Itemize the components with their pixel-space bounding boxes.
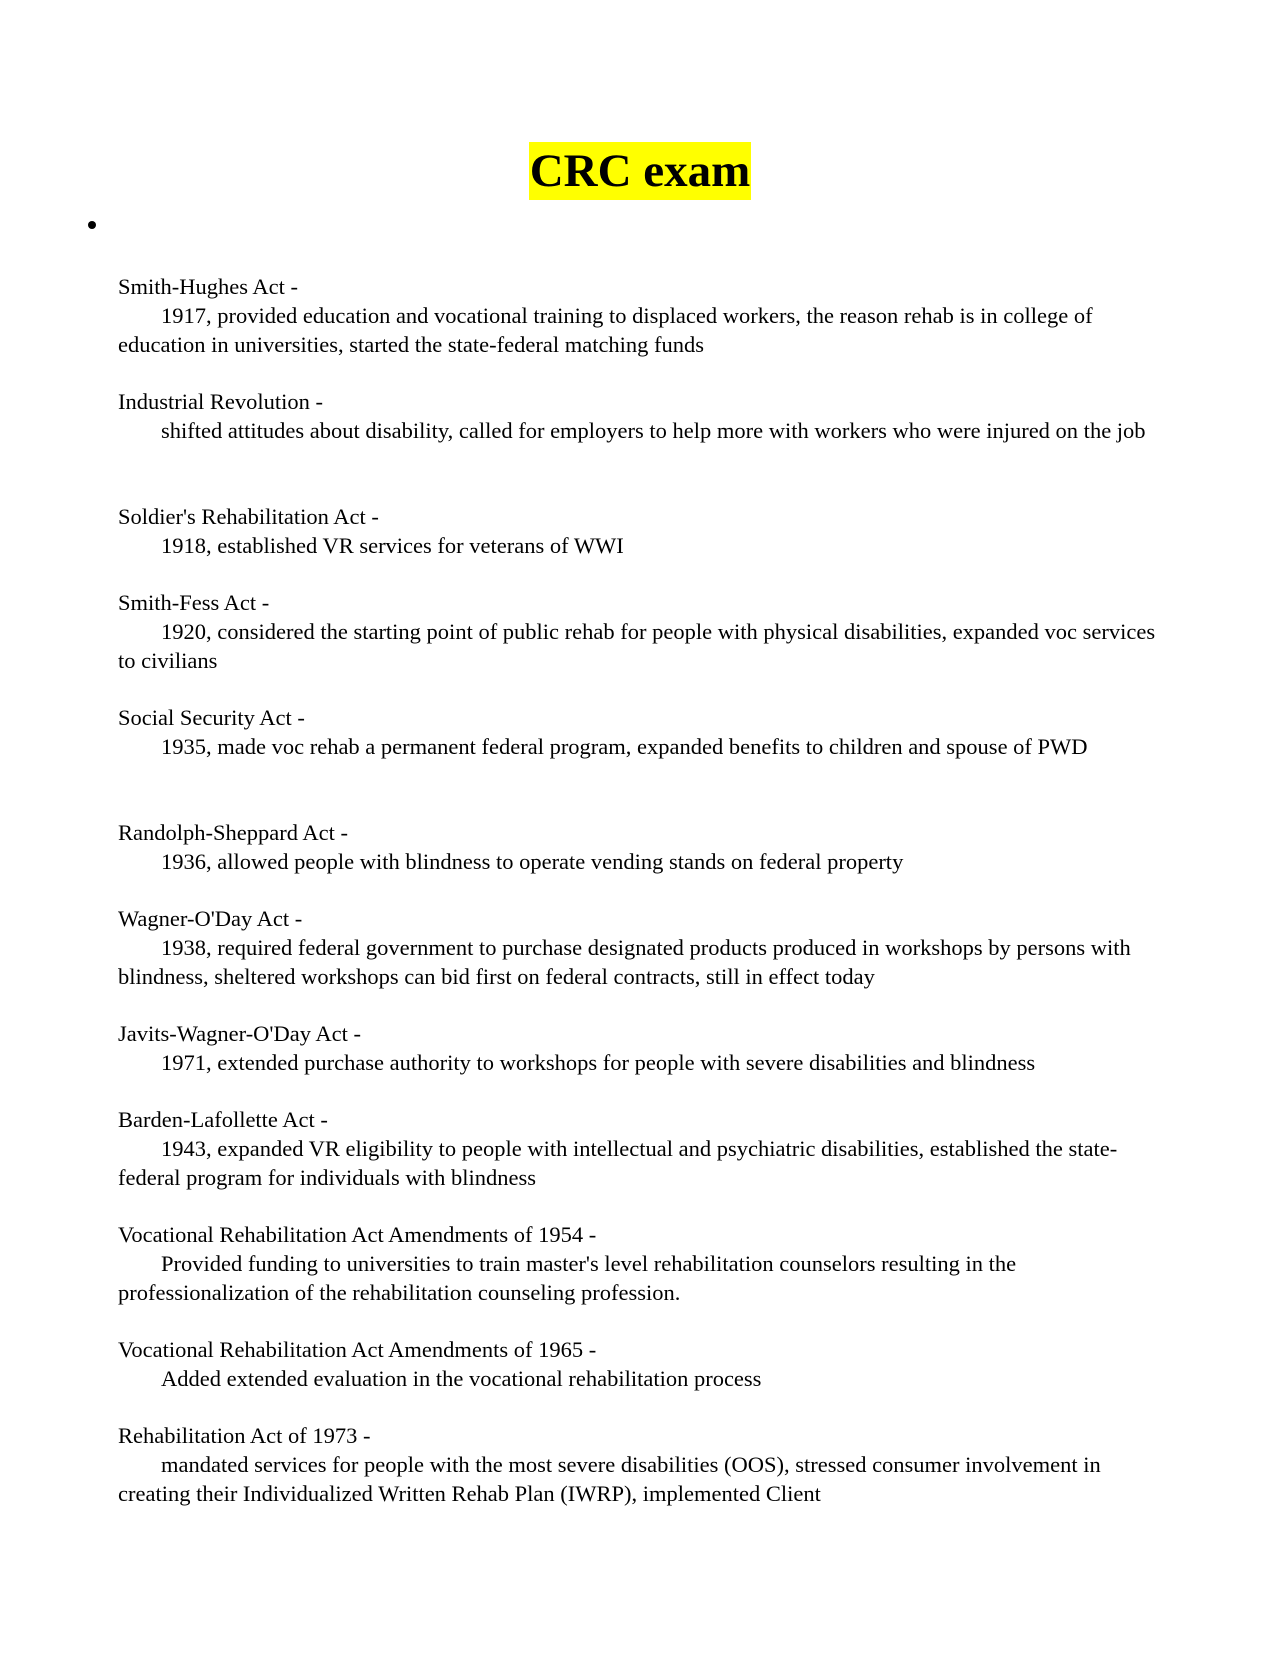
- flashcard-list: [118, 272, 1170, 1536]
- entry-term: Rehabilitation Act of 1973 -: [118, 1423, 371, 1448]
- entry-definition: 1943, expanded VR eligibility to people with intellectual and psychiatric disabilities, established the state-federal program for individuals with blindness: [118, 1136, 1118, 1190]
- entry-definition: 1917, provided education and vocational training to displaced workers, the reason rehab is in college of education in universities, started the state-federal matching funds: [118, 303, 1093, 357]
- list-item: [118, 818, 1170, 904]
- list-item: [118, 1019, 1170, 1105]
- list-item: [118, 588, 1170, 703]
- list-bullet: [88, 221, 96, 229]
- list-item: [118, 1335, 1170, 1421]
- list-item: [118, 904, 1170, 1019]
- entry-definition: Added extended evaluation in the vocational rehabilitation process: [161, 1366, 762, 1391]
- entry-definition: 1920, considered the starting point of public rehab for people with physical disabilities, expanded voc services to civilians: [118, 619, 1156, 673]
- list-item: [118, 1105, 1170, 1220]
- entry-term: Smith-Fess Act -: [118, 590, 270, 615]
- entry-definition: 1936, allowed people with blindness to operate vending stands on federal property: [161, 849, 904, 874]
- entry-definition: Provided funding to universities to train master's level rehabilitation counselors resulting in the professionalization of the rehabilitation counseling profession.: [118, 1251, 1017, 1305]
- entry-term: Industrial Revolution -: [118, 389, 323, 414]
- list-item: [118, 1421, 1170, 1536]
- entry-term: Soldier's Rehabilitation Act -: [118, 504, 379, 529]
- list-item: [118, 1220, 1170, 1335]
- entry-term: Javits-Wagner-O'Day Act -: [118, 1021, 361, 1046]
- entry-definition: 1918, established VR services for veterans of WWI: [161, 533, 624, 558]
- entry-definition: 1935, made voc rehab a permanent federal program, expanded benefits to children and spouse of PWD: [161, 734, 1088, 759]
- page-title: CRC exam: [529, 142, 752, 200]
- entry-term: Vocational Rehabilitation Act Amendments of 1965 -: [118, 1337, 597, 1362]
- list-item: [118, 387, 1170, 502]
- list-item: [118, 703, 1170, 818]
- title-container: [0, 142, 1280, 200]
- entry-term: Social Security Act -: [118, 705, 305, 730]
- entry-term: Vocational Rehabilitation Act Amendments of 1954 -: [118, 1222, 597, 1247]
- entry-definition: 1938, required federal government to purchase designated products produced in workshops by persons with blindness, sheltered workshops can bid first on federal contracts, still in effect today: [118, 935, 1131, 989]
- list-item: [118, 502, 1170, 588]
- entry-term: Randolph-Sheppard Act -: [118, 820, 348, 845]
- entry-definition: mandated services for people with the most severe disabilities (OOS), stressed consumer involvement in creating their Individualized Written Rehab Plan (IWRP), implemented Client: [118, 1452, 1101, 1506]
- entry-term: Barden-Lafollette Act -: [118, 1107, 328, 1132]
- entry-term: Wagner-O'Day Act -: [118, 906, 303, 931]
- entry-term: Smith-Hughes Act -: [118, 274, 298, 299]
- entry-definition: 1971, extended purchase authority to workshops for people with severe disabilities and blindness: [161, 1050, 1036, 1075]
- entry-definition: shifted attitudes about disability, called for employers to help more with workers who were injured on the job: [161, 418, 1146, 443]
- list-item: [118, 272, 1170, 387]
